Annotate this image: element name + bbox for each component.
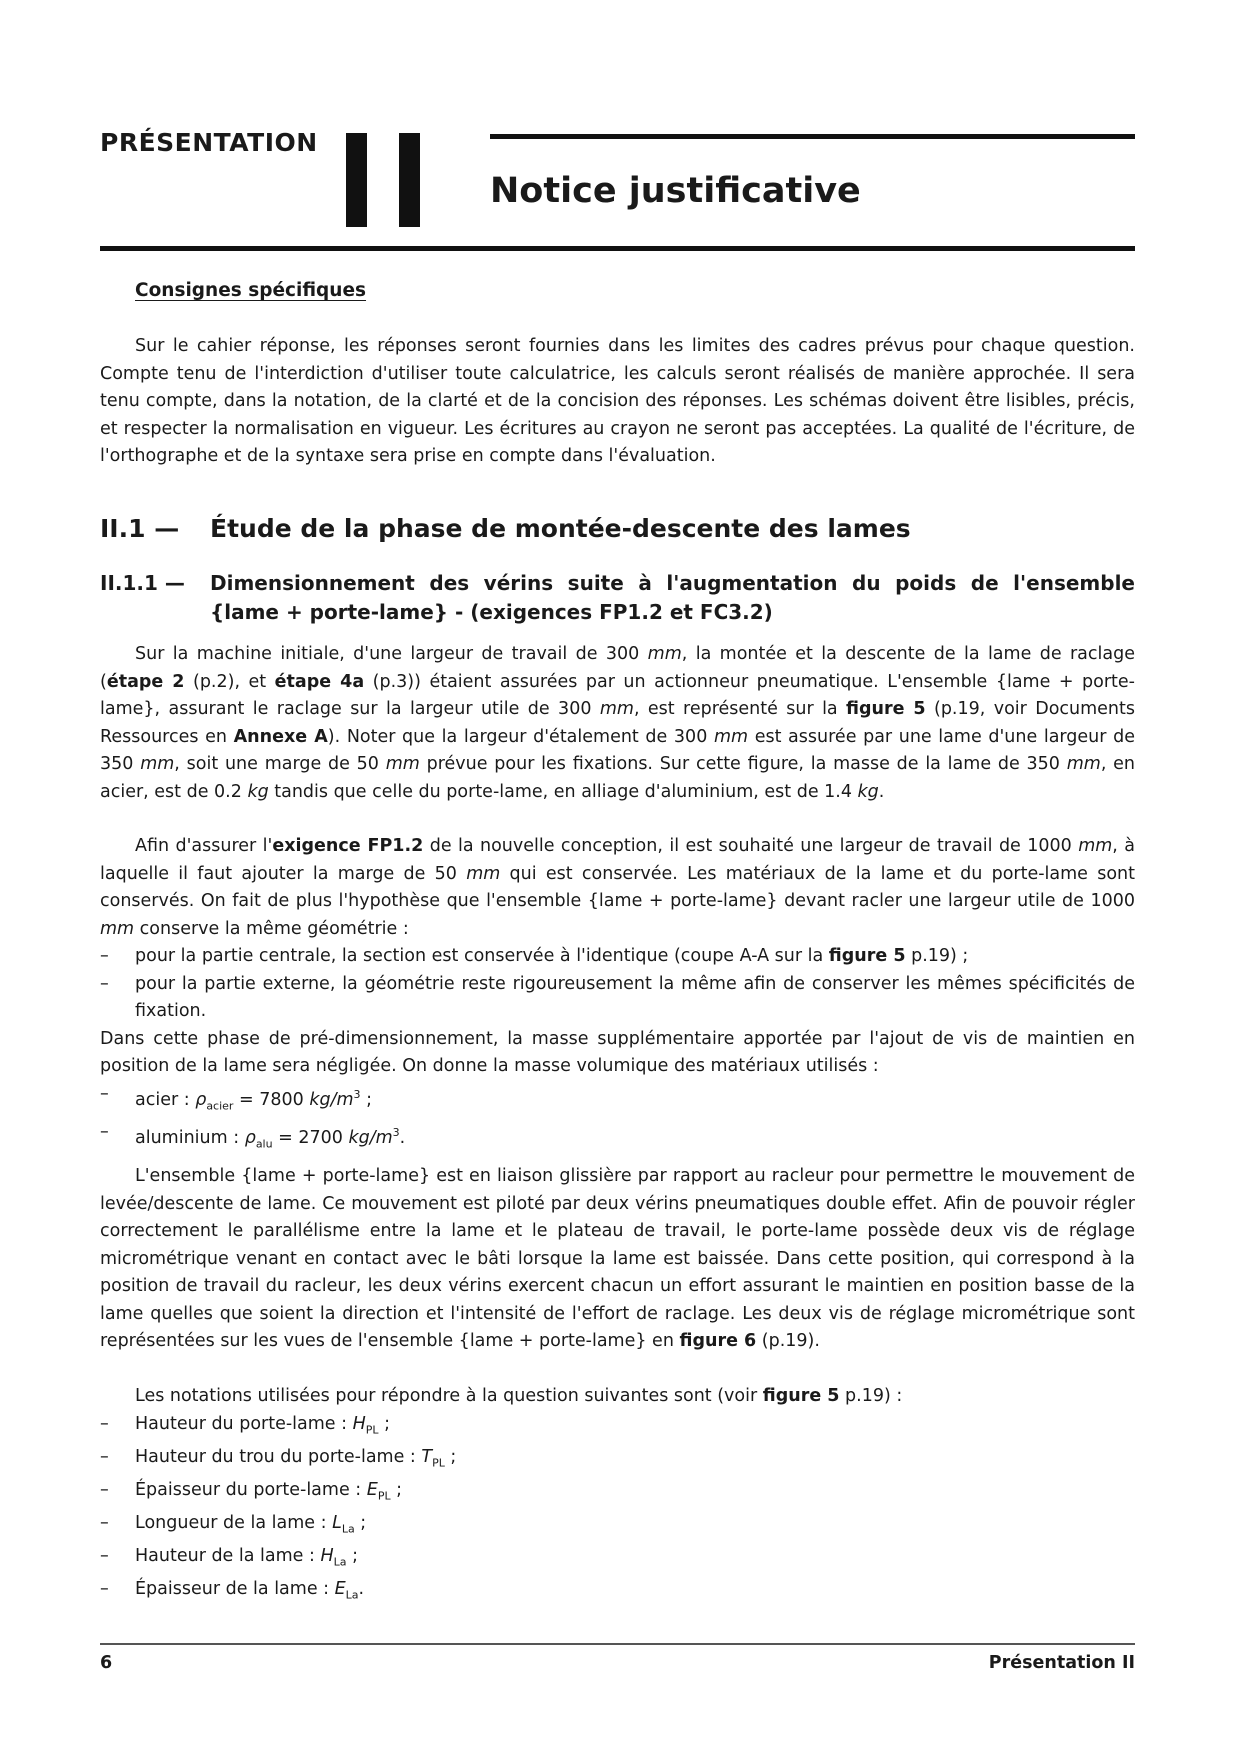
consignes-title: Consignes spécifiques	[135, 280, 367, 301]
subsection-number: II.1.1 —	[100, 571, 185, 595]
footer-section: Présentation II	[988, 1653, 1135, 1673]
section-heading-2-1	[100, 514, 1135, 543]
page-number: 6	[100, 1653, 113, 1673]
list-item: – pour la partie centrale, la section est conservée à l'identique (coupe A-A sur la figure 5 p.19) ;	[100, 943, 1135, 971]
paragraph-text: Sur la machine initiale, d'une largeur de travail de 300 mm, la montée et la descente de la lame de raclage (étape 2 (p.2), et étape 4a (p.3)) étaient assurées par un actionneur pneumatique. L'ensemble {lame + porte-lame}, assurant le raclage sur la largeur utile de 300 mm, est représenté sur la figure 5 (p.19, voir Documents Ressources en Annexe A). Noter que la largeur d'étalement de 300 mm est assurée par une lame d'une largeur de 350 mm, soit une marge de 50 mm prévue pour les fixations. Sur cette figure, la masse de la lame de 350 mm, en acier, est de 0.2 kg tandis que celle du porte-lame, en alliage d'aluminium, est de 1.4 kg.	[100, 644, 1136, 802]
notation-item: – Longueur de la lame : $L_{La}$ ;	[100, 1510, 1135, 1543]
list-item: – acier : $\rho_{acier} = 7800$ $kg/m^3$ ;	[100, 1081, 1135, 1120]
paragraph-liaison-glissiere	[100, 1163, 1135, 1356]
roman-numeral-bar	[346, 133, 367, 227]
footer-rule	[100, 1643, 1135, 1645]
notations-list	[100, 1411, 1135, 1609]
list-item: – aluminium : $\rho_{alu} = 2700$ $kg/m^3$.	[100, 1119, 1135, 1158]
density-list	[100, 1081, 1135, 1159]
paragraph-text: L'ensemble {lame + porte-lame} est en liaison glissière par rapport au racleur pour permettre le mouvement de levée/descente de lame. Ce mouvement est piloté par deux vérins pneumatiques double effet. Afin de pouvoir régler correctement le parallélisme entre la lame et le plateau de travail, le porte-lame possède deux vis de réglage micrométrique venant en contact avec le bâti lorsque la lame est baissée. Dans cette position, qui correspond à la position de travail du racleur, les deux vérins exercent chacun un effort assurant le maintien en position basse de la lame quelles que soient la direction et l'intensité de l'effort de raclage. Les deux vis de réglage micrométrique sont représentées sur les vues de l'ensemble {lame + porte-lame} en figure 6 (p.19).	[100, 1166, 1135, 1351]
header-divider	[100, 246, 1135, 251]
notation-item: – Hauteur du trou du porte-lame : $T_{PL}$ ;	[100, 1444, 1135, 1477]
geometry-list	[100, 943, 1135, 1026]
consignes-block	[100, 333, 1135, 471]
section-number: II.1 —	[100, 514, 180, 543]
paragraph-text: Dans cette phase de pré-dimensionnement, la masse supplémentaire apportée par l'ajout de vis de maintien en position de la lame sera négligée. On donne la masse volumique des matériaux utilisés :	[100, 1028, 1135, 1076]
subsection-title: Dimensionnement des vérins suite à l'augmentation du poids de l'ensemble {lame + porte-lame} - (exigences FP1.2 et FC3.2)	[210, 571, 1135, 624]
consignes-text: Sur le cahier réponse, les réponses seront fournies dans les limites des cadres prévus pour chaque question. Compte tenu de l'interdiction d'utiliser toute calculatrice, les calculs seront réalisés de manière approchée. Il sera tenu compte, dans la notation, de la clarté et de la concision des réponses. Les schémas doivent être lisibles, précis, et respecter la normalisation en vigueur. Les écritures au crayon ne seront pas acceptées. La qualité de l'écriture, de l'orthographe et de la syntaxe sera prise en compte dans l'évaluation.	[100, 336, 1135, 466]
section-heading-2-1-1	[100, 569, 1135, 627]
notation-item: – Hauteur du porte-lame : $H_{PL}$ ;	[100, 1411, 1135, 1444]
section-label: PRÉSENTATION	[100, 128, 318, 157]
chapter-title: Notice justificative	[490, 171, 861, 211]
paragraph-text: Afin d'assurer l'exigence FP1.2 de la nouvelle conception, il est souhaité une largeur de travail de 1000 mm, à laquelle il faut ajouter la marge de 50 mm qui est conservée. Les matériaux de la lame et du porte-lame sont conservés. On fait de plus l'hypothèse que l'ensemble {lame + porte-lame} devant racler une largeur utile de 1000 mm conserve la même géométrie :	[100, 836, 1135, 939]
header-rule	[490, 134, 1135, 139]
paragraph-machine-initiale	[100, 641, 1135, 806]
notations-intro: Les notations utilisées pour répondre à la question suivantes sont (voir figure 5 p.19) :	[135, 1386, 903, 1406]
section-title: Étude de la phase de montée-descente des lames	[210, 514, 911, 543]
notation-item: – Hauteur de la lame : $H_{La}$ ;	[100, 1543, 1135, 1576]
notations-block	[100, 1383, 1135, 1609]
paragraph-nouvelle-conception	[100, 833, 1135, 1158]
list-item: – pour la partie externe, la géométrie reste rigoureusement la même afin de conserver les mêmes spécificités de fixation.	[100, 971, 1135, 1026]
notation-item: – Épaisseur de la lame : $E_{La}$.	[100, 1576, 1135, 1609]
roman-numeral-bar	[399, 133, 420, 227]
notation-item: – Épaisseur du porte-lame : $E_{PL}$ ;	[100, 1477, 1135, 1510]
